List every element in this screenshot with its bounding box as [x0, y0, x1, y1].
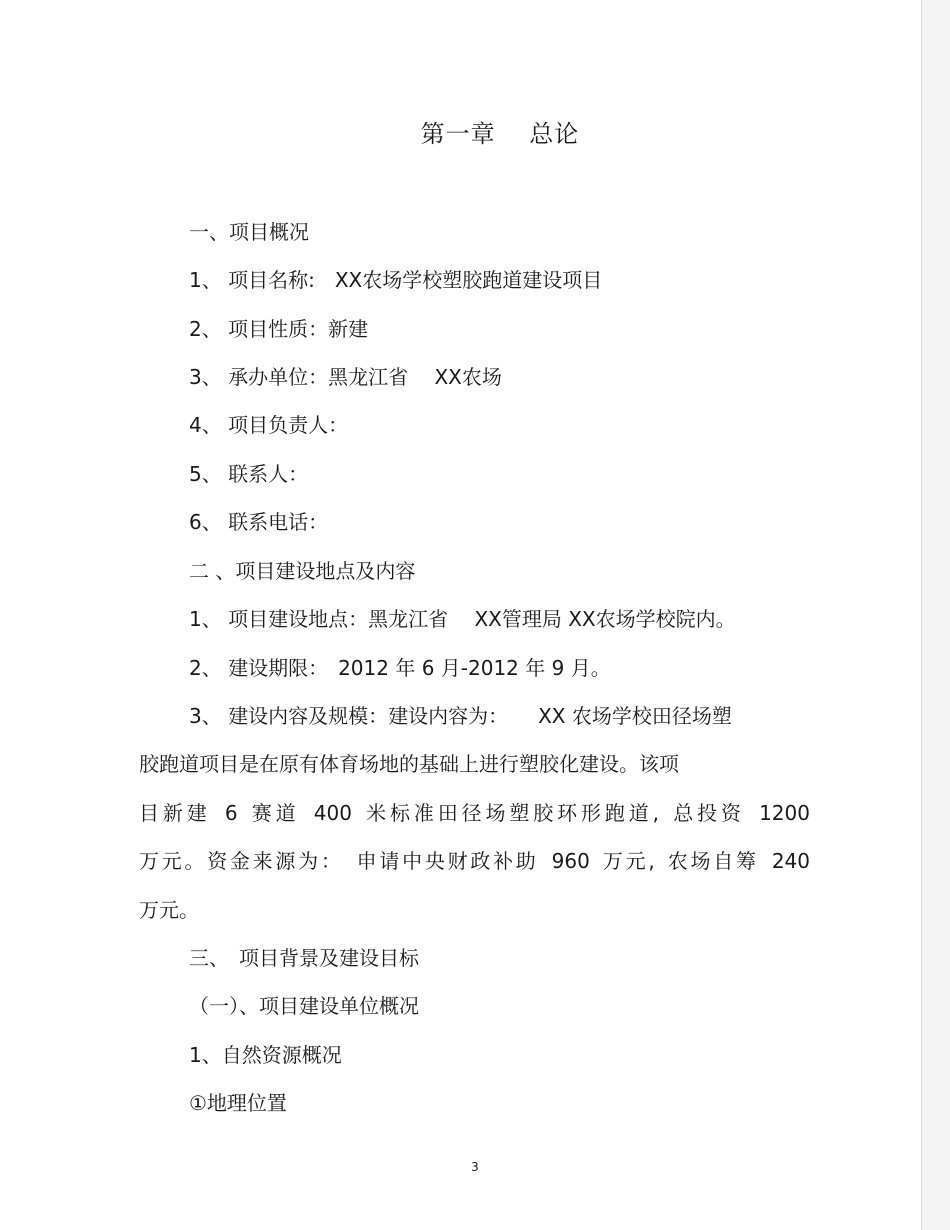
- paragraph-line: 目新建 6 赛道 400 米标准田径场塑胶环形跑道, 总投资 1200: [139, 801, 810, 825]
- section-heading-background: 三、 项目背景及建设目标: [189, 946, 419, 970]
- paragraph-line: 万元。资金来源为： 申请中央财政补助 960 万元, 农场自筹 240: [139, 849, 810, 873]
- subsection-natural-resources: 1、自然资源概况: [189, 1043, 342, 1067]
- paragraph-line: 胶跑道项目是在原有体育场地的基础上进行塑胶化建设。该项: [139, 752, 679, 776]
- chapter-title: 第一章 总论: [420, 120, 580, 148]
- subsection-geography: ①地理位置: [189, 1091, 287, 1115]
- item-host-unit: 3、 承办单位：黑龙江省 XX农场: [189, 365, 502, 389]
- item-contact-person: 5、 联系人：: [189, 462, 309, 486]
- section-heading-location: 二 、项目建设地点及内容: [189, 559, 416, 583]
- paragraph-line: 万元。: [139, 898, 199, 922]
- item-project-name: 1、 项目名称: XX农场学校塑胶跑道建设项目: [189, 268, 603, 292]
- item-content-scale: 3、 建设内容及规模：建设内容为： XX 农场学校田径场塑: [189, 704, 732, 728]
- item-project-leader: 4、 项目负责人：: [189, 413, 349, 437]
- viewer-gutter: [922, 0, 950, 1230]
- item-contact-phone: 6、 联系电话：: [189, 510, 329, 534]
- item-project-nature: 2、 项目性质：新建: [189, 317, 369, 341]
- subsection-heading: （一）、项目建设单位概况: [189, 994, 419, 1018]
- item-period: 2、 建设期限： 2012 年 6 月-2012 年 9 月。: [189, 656, 611, 680]
- page-number: 3: [471, 1160, 479, 1174]
- section-heading-overview: 一、项目概况: [189, 220, 309, 244]
- item-location: 1、 项目建设地点：黑龙江省 XX管理局 XX农场学校院内。: [189, 607, 736, 631]
